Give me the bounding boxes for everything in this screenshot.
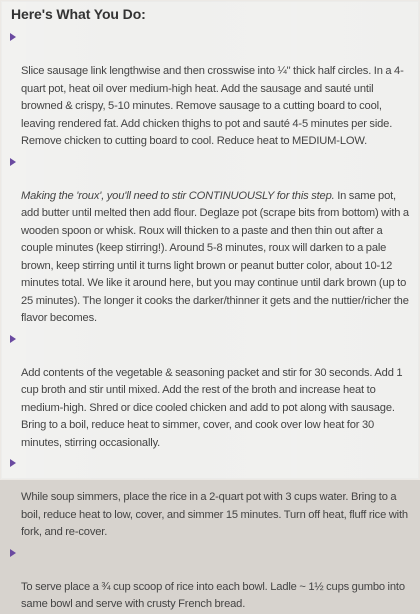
step-3-text: Add contents of the vegetable & seasoning packet and stir for 30 seconds. Add 1 cup broth and stir until mixed. Add the rest of the broth and increase heat to medium-high. Shred or dice cooled chicken and add to pot along with sausage. Bring to a boil, reduce heat to simmer, cover, and cook over low heat for 30 minutes, stirring occasionally. — [21, 366, 403, 449]
bullet-triangle-icon — [10, 549, 16, 557]
instruction-list — [9, 28, 409, 614]
step-5-text: To serve place a ¾ cup scoop of rice into each bowl. Ladle ~ 1½ cups gumbo into same bowl and serve with crusty French bread. — [21, 580, 405, 610]
step-2-text: In same pot, add butter until melted then add flour. Deglaze pot (scrape bits from bottom) with a wooden spoon or whisk. Roux will thicken to a paste and then thin out after a couple minutes (keep stirring!). Around 5-8 minutes, roux will darken to a pale brown, keep stirring until it turns light brown or peanut butter color, about 10-12 minutes total. We like it around here, but you may continue until dark brown (up to 25 minutes). The longer it cooks the darker/thinner it gets and the nuttier/richer the flavor becomes. — [21, 189, 409, 324]
bullet-triangle-icon — [10, 158, 16, 166]
bullet-triangle-icon — [10, 33, 16, 41]
instruction-step-4 — [9, 454, 409, 542]
instruction-step-3 — [9, 330, 409, 453]
step-1-text: Slice sausage link lengthwise and then crosswise into ¼" thick half circles. In a 4-quart pot, heat oil over medium-high heat. Add the sausage and sauté until browned & crispy, 5-10 minutes. Remove sausage to a cutting board to cool, leaving rendered fat. Add chicken thighs to pot and sauté 4-5 minutes per side. Remove chicken to cutting board to cool. Reduce heat to MEDIUM-LOW. — [21, 65, 404, 147]
section-title: Here's What You Do: — [11, 6, 146, 22]
instruction-step-2 — [9, 153, 409, 328]
instruction-step-5 — [9, 544, 409, 614]
step-4-text: While soup simmers, place the rice in a 2-quart pot with 3 cups water. Bring to a boil, reduce heat to low, cover, and simmer 15 minutes. Turn off heat, fluff rice with fork, and re-cover. — [21, 491, 408, 538]
bullet-triangle-icon — [10, 459, 16, 467]
step-2-lead-text: Making the 'roux', you'll need to stir CONTINUOUSLY for this step. — [21, 189, 335, 202]
instruction-step-1 — [9, 28, 409, 151]
bullet-triangle-icon — [10, 335, 16, 343]
